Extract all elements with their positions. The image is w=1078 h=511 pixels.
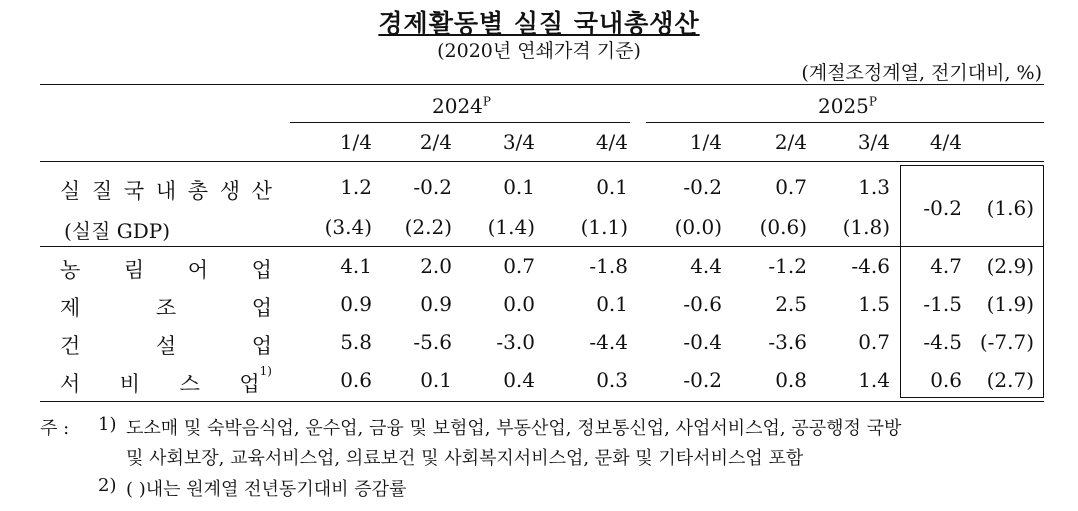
quarter-header: 4/4 [595,130,628,154]
gdp-yoy-value: (3.4) [324,215,372,239]
gdp-sub-label: (실질 GDP) [64,219,171,243]
quarter-header: 1/4 [689,130,722,154]
gdp-value: 0.7 [775,175,807,199]
label-char: 산 [251,179,272,203]
table-bottom-rule [40,401,1044,402]
industry-value: -5.6 [413,330,452,354]
label-char-text: 스 [179,372,200,396]
gdp-bottom-rule [40,246,1044,247]
page-title: 경제활동별 실질 국내총생산 [378,9,700,38]
industry-value: 0.6 [930,368,962,392]
gdp-yoy-value: (0.6) [759,215,807,239]
label-char-text: 건 [60,334,81,358]
label-char [60,254,80,284]
industry-yoy-value: (1.9) [986,292,1034,316]
industry-row-label [60,292,272,322]
industry-value: 4.4 [690,254,722,278]
note-2-text: ( )내는 원계열 전년동기대비 증감률 [126,479,407,500]
industry-yoy-value: (2.9) [986,254,1034,278]
label-char-text: 업 [251,296,272,320]
gdp-yoy-value: (0.0) [674,215,722,239]
industry-value: -4.4 [589,330,628,354]
industry-value: 5.8 [340,330,372,354]
label-char: 실 [60,179,81,203]
industry-value: 0.6 [340,368,372,392]
gdp-value: 1.3 [858,175,890,199]
industry-value: 0.1 [420,368,452,392]
quarter-header: 4/4 [929,130,962,154]
header-bottom-rule [40,161,1044,162]
label-char-text: 업 [251,334,272,358]
industry-value: 0.4 [503,368,535,392]
quarter-header: 1/4 [339,130,372,154]
label-char-text: 림 [123,258,145,282]
label-char: 총 [187,179,209,203]
note-2-number: 2) [98,475,117,496]
gdp-value: 0.1 [503,175,535,199]
label-char [188,254,208,284]
year-header-2025 [818,94,877,118]
year-label: 2025 [818,94,869,118]
label-char-text: 조 [155,296,177,320]
industry-value: 0.9 [420,292,452,316]
label-char: 국 [123,179,145,203]
industry-value: 0.3 [596,368,628,392]
page-subtitle: (2020년 연쇄가격 기준) [437,40,641,62]
industry-value: 1.5 [858,292,890,316]
industry-value: -1.5 [923,292,962,316]
quarter-header: 3/4 [502,130,535,154]
industry-yoy-value: (-7.7) [979,330,1034,354]
label-char [239,364,272,398]
label-char-text: 농 [60,258,81,282]
label-char-text: 업 [251,258,272,282]
industry-value: 0.8 [775,368,807,392]
year-2025-underline [646,122,1044,123]
year-header-2024 [432,94,491,118]
label-char [124,254,144,284]
gdp-yoy-value: (1.4) [487,215,535,239]
label-char [156,330,176,360]
gdp-yoy-value: (2.2) [404,215,452,239]
industry-value: -1.2 [768,254,807,278]
industry-value: 4.1 [340,254,372,278]
note-1-number: 1) [98,414,117,435]
note-1-line-1: 도소매 및 숙박음식업, 운수업, 금융 및 보험업, 부동산업, 정보통신업, 사업서비스업, 공공행정 국방 [126,418,902,439]
year-label: 2024 [432,94,483,118]
preliminary-mark: P [482,94,491,109]
label-char-text: 비 [119,372,141,396]
industry-value: 4.7 [930,254,962,278]
label-char-text: 제 [60,296,81,320]
industry-value: 1.4 [858,368,890,392]
gdp-yoy-value: (1.1) [580,215,628,239]
note-prefix: 주 : [40,418,70,439]
label-char-text: 서 [60,372,81,396]
label-char [180,368,200,398]
industry-value: 0.7 [858,330,890,354]
industry-value: -3.0 [496,330,535,354]
industry-row-label [60,330,272,360]
quarter-header: 2/4 [774,130,807,154]
quarter-header: 3/4 [857,130,890,154]
gdp-value: -0.2 [683,175,722,199]
industry-value: -0.2 [683,368,722,392]
label-char: 내 [155,179,177,203]
table-top-rule [40,84,1044,85]
label-char [156,292,176,322]
label-char [60,292,80,322]
label-char-text: 업 [239,372,260,396]
label-char-text: 설 [155,334,177,358]
industry-value: -3.6 [768,330,807,354]
preliminary-mark: P [868,94,877,109]
label-char [120,368,140,398]
gdp-value: -0.2 [413,175,452,199]
label-char [252,254,272,284]
industry-row-label [60,364,272,398]
label-char [60,368,80,398]
gdp-yoy-value: (1.8) [842,215,890,239]
gdp-value: 0.1 [596,175,628,199]
note-1-line-2: 및 사회보장, 교육서비스업, 의료보건 및 사회복지서비스업, 문화 및 기타서비스업 포함 [126,448,804,469]
footnote-mark: 1) [259,364,272,378]
industry-value: -0.6 [683,292,722,316]
industry-row-label [60,254,272,284]
industry-value: 0.1 [596,292,628,316]
industry-value: 0.7 [503,254,535,278]
label-char [252,292,272,322]
gdp-value: -0.2 [923,196,962,220]
quarter-header: 2/4 [419,130,452,154]
industry-value: -4.5 [923,330,962,354]
industry-value: -4.6 [851,254,890,278]
industry-yoy-value: (2.7) [986,368,1034,392]
label-char [252,330,272,360]
industry-value: 0.0 [503,292,535,316]
industry-value: 0.9 [340,292,372,316]
year-2024-underline [290,122,630,123]
unit-note: (계절조정계열, 전기대비, %) [801,62,1042,84]
industry-value: -0.4 [683,330,722,354]
gdp-row-label [60,175,272,205]
gdp-yoy-value: (1.6) [986,196,1034,220]
label-char-text: 어 [187,258,209,282]
label-char [60,330,80,360]
label-char: 생 [219,179,240,203]
industry-value: -1.8 [589,254,628,278]
gdp-value: 1.2 [340,175,372,199]
label-char: 질 [91,179,113,203]
industry-value: 2.5 [775,292,807,316]
industry-value: 2.0 [420,254,452,278]
latest-quarter-highlight-box [900,165,1044,398]
